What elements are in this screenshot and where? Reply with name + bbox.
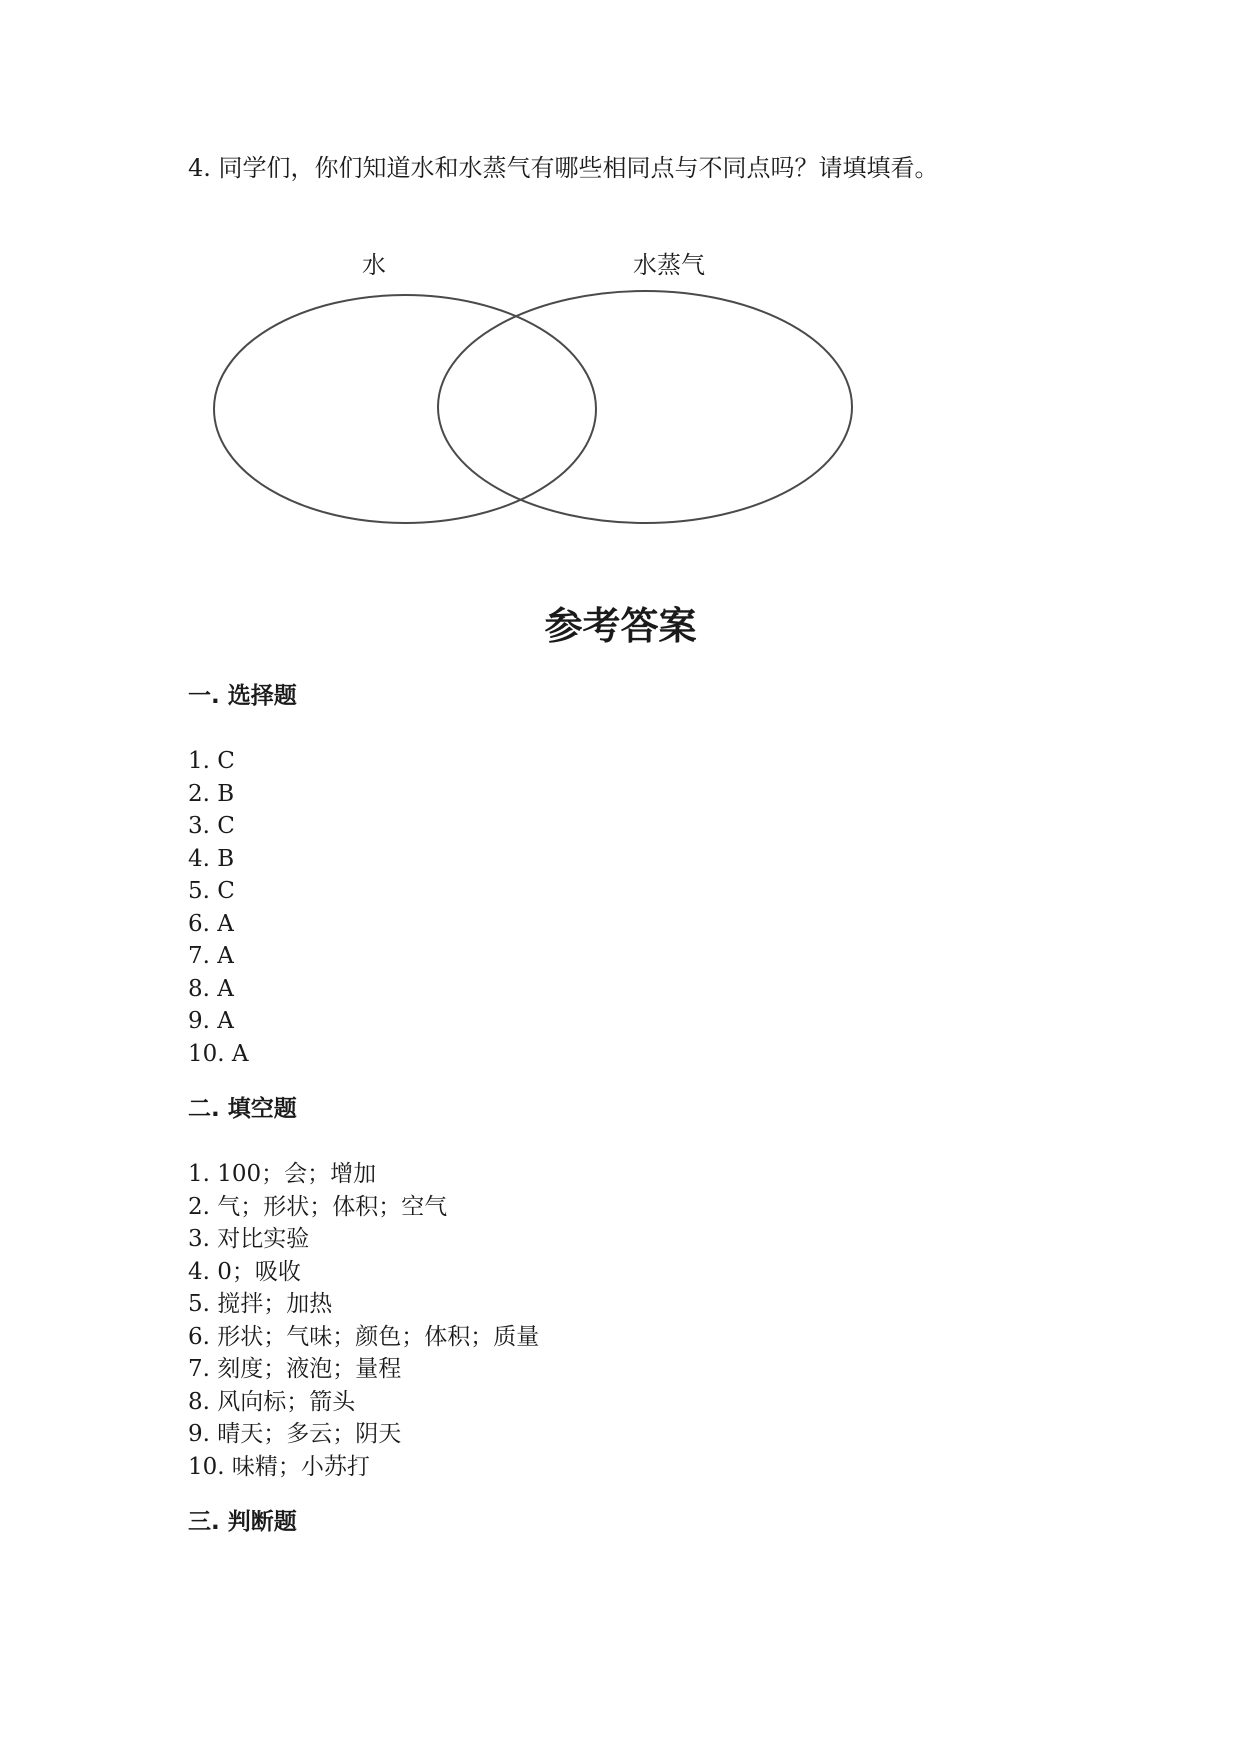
list-item: 10. A <box>188 1040 249 1067</box>
list-item: 7. 刻度；液泡；量程 <box>188 1356 402 1382</box>
list-item: 2. 气；形状；体积；空气 <box>188 1193 448 1220</box>
list-item: 9. A <box>188 1008 234 1034</box>
venn-diagram <box>200 240 880 540</box>
list-item: 8. 风向标；箭头 <box>188 1388 356 1415</box>
list-item: 10. 味精；小苏打 <box>188 1453 370 1480</box>
list-item: 1. 100；会；增加 <box>188 1161 377 1187</box>
list-item: 3. 对比实验 <box>188 1226 310 1252</box>
section-heading-fill-in-blank: 二. 填空题 <box>188 1096 297 1122</box>
venn-ellipse-water <box>214 295 596 523</box>
list-item: 6. A <box>188 910 234 937</box>
list-item: 4. B <box>188 845 235 872</box>
list-item: 3. C <box>188 813 235 839</box>
answer-key-title: 参考答案 <box>544 604 697 648</box>
list-item: 2. B <box>188 780 235 807</box>
venn-ellipse-water-vapor <box>438 291 852 523</box>
list-item: 4. 0；吸收 <box>188 1258 301 1285</box>
list-item: 5. 搅拌；加热 <box>188 1291 333 1317</box>
question-4: 4. 同学们，你们知道水和水蒸气有哪些相同点与不同点吗？请填填看。 <box>188 154 939 182</box>
venn-label-water: 水 <box>362 251 386 279</box>
list-item: 9. 晴天；多云；阴天 <box>188 1421 402 1447</box>
list-item: 6. 形状；气味；颜色；体积；质量 <box>188 1323 540 1350</box>
list-item: 7. A <box>188 943 234 969</box>
venn-label-water-vapor: 水蒸气 <box>633 251 705 279</box>
section-heading-true-false: 三. 判断题 <box>188 1509 297 1535</box>
list-item: 5. C <box>188 878 235 904</box>
section-heading-multiple-choice: 一. 选择题 <box>188 683 297 709</box>
multiple-choice-answers <box>188 745 249 1070</box>
list-item: 1. C <box>188 748 235 774</box>
list-item: 8. A <box>188 975 234 1002</box>
fill-in-blank-answers <box>188 1158 539 1483</box>
